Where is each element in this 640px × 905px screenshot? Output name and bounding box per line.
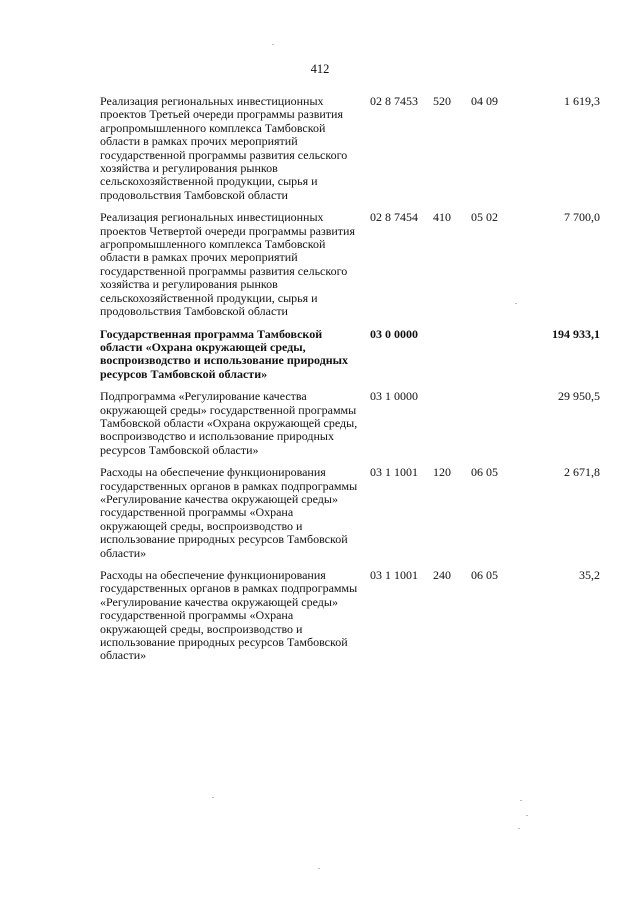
table-row [100, 328, 600, 382]
section-code: 05 02 [471, 210, 498, 225]
row-name: Реализация региональных инвестиционных проектов Четвертой очереди программы развития агропромышленного комплекса Тамбовской области в рамках прочих мероприятий государственной программы развития сельского хозяйства и регулирования рынков сельскохозяйственной продукции, сырья и продовольствия Тамбовской области [100, 210, 355, 319]
table-row [100, 95, 600, 202]
scan-speck [518, 828, 520, 829]
budget-table [100, 95, 600, 672]
table-row [100, 569, 600, 663]
row-name: Реализация региональных инвестиционных проектов Третьей очереди программы развития агропромышленного комплекса Тамбовской области в рамках прочих мероприятий государственной программы развития сельского хозяйства и регулирования рынков сельскохозяйственной продукции, сырья и продовольствия Тамбовской области [100, 94, 348, 202]
scan-speck [520, 800, 522, 801]
scan-speck [318, 868, 320, 869]
target-article-code: 03 1 0000 [370, 389, 418, 404]
scan-speck [526, 815, 528, 816]
page-number: 412 [310, 62, 330, 76]
scan-speck [515, 303, 517, 304]
amount: 1 619,3 [564, 94, 600, 108]
amount: 29 950,5 [558, 389, 600, 404]
row-name: Расходы на обеспечение функционирования государственных органов в рамках подпрограммы «Регулирование качества окружающей среды» государственной программы «Охрана окружающей среды, воспроизводство и использование природных ресурсов Тамбовской области» [100, 568, 358, 663]
table-row [100, 390, 600, 457]
expense-type-code: 240 [433, 568, 451, 582]
row-name: Подпрограмма «Регулирование качества окружающей среды» государственной программы Тамбовской области «Охрана окружающей среды, воспроизводство и использование природных ресурсов Тамбовской области» [100, 389, 358, 457]
amount: 2 671,8 [564, 465, 600, 480]
target-article-code: 02 8 7453 [370, 94, 418, 108]
target-article-code: 03 1 1001 [370, 568, 418, 582]
amount: 194 933,1 [552, 326, 600, 341]
table-row [100, 211, 600, 318]
section-code: 06 05 [471, 465, 498, 480]
row-name: Расходы на обеспечение функционирования государственных органов в рамках подпрограммы «Регулирование качества окружающей среды» государственной программы «Охрана окружающей среды, воспроизводство и использование природных ресурсов Тамбовской области» [100, 465, 358, 560]
expense-type-code: 120 [433, 465, 451, 480]
table-row [100, 466, 600, 560]
amount: 7 700,0 [564, 210, 600, 225]
scan-speck [212, 797, 214, 798]
row-name: Государственная программа Тамбовской области «Охрана окружающей среды, воспроизводство и использование природных ресурсов Тамбовской области» [100, 326, 349, 381]
expense-type-code: 410 [433, 210, 451, 225]
target-article-code: 02 8 7454 [370, 210, 418, 225]
target-article-code: 03 1 1001 [370, 465, 418, 480]
expense-type-code: 520 [433, 94, 451, 108]
target-article-code: 03 0 0000 [370, 326, 418, 341]
section-code: 06 05 [471, 568, 498, 582]
scan-speck [272, 44, 274, 45]
section-code: 04 09 [471, 94, 498, 108]
amount: 35,2 [579, 568, 600, 582]
